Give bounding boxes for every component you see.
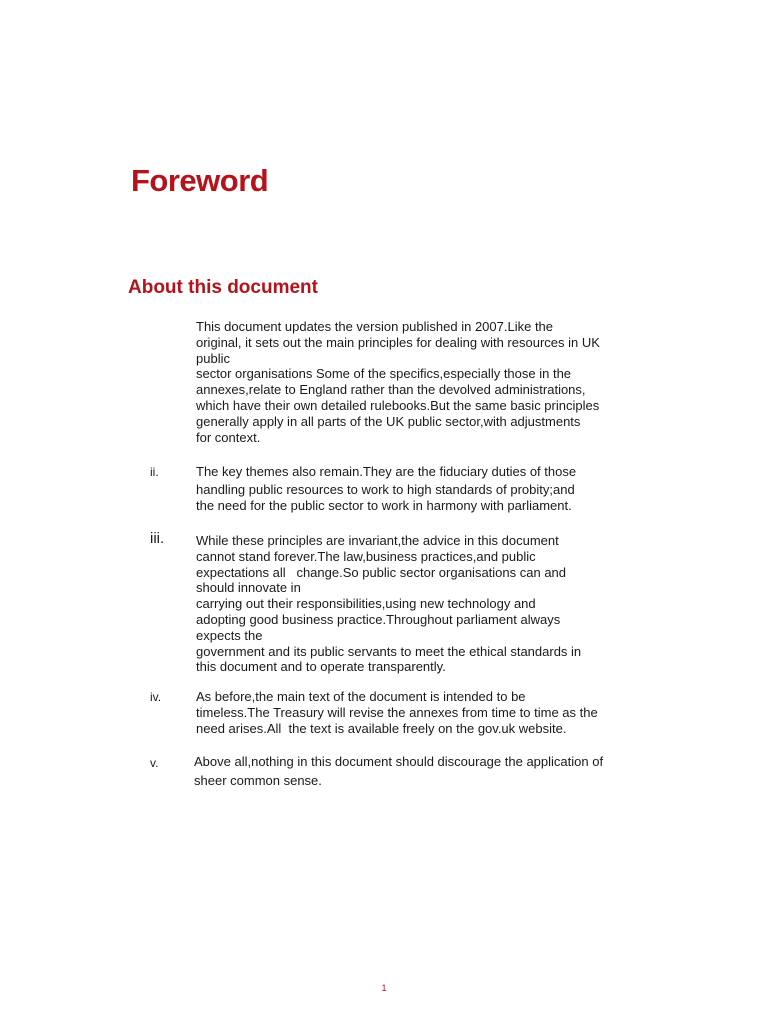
text-line: This document updates the version published in 2007.Like the	[196, 319, 554, 334]
text-line: expects the	[196, 627, 263, 643]
text-line: The key themes also remain.They are the fiduciary duties of those	[196, 464, 577, 479]
paragraph-number: v.	[150, 756, 159, 770]
text-line: sector organisations Some of the specifics,especially those in the	[196, 366, 572, 382]
paragraph-1	[196, 319, 636, 445]
text-line: the need for the public sector to work in harmony with parliament.	[196, 497, 572, 513]
page-title: Foreword	[131, 163, 269, 198]
text-line: sheer common sense.	[194, 772, 322, 788]
text-line: While these principles are invariant,the advice in this document	[196, 533, 559, 548]
section-heading: About this document	[128, 277, 318, 298]
text-line: cannot stand forever.The law,business practices,and public	[196, 548, 536, 564]
text-line: public	[196, 350, 230, 366]
text-line: carrying out their responsibilities,using new technology and	[196, 596, 536, 612]
paragraph-3	[196, 533, 636, 675]
text-line: handling public resources to work to high standards of probity;and	[196, 481, 575, 497]
page-number: 1	[381, 983, 387, 993]
paragraph-4	[196, 689, 636, 736]
text-line: annexes,relate to England rather than the devolved administrations,	[196, 382, 586, 398]
text-line: expectations all change.So public sector organisations can and	[196, 564, 567, 580]
text-line: should innovate in	[196, 580, 301, 596]
paragraph-5	[194, 754, 640, 789]
text-line: for context.	[196, 429, 261, 445]
text-line: adopting good business practice.Throughout parliament always	[196, 611, 561, 627]
text-line: need arises.All the text is available freely on the gov.uk website.	[196, 720, 567, 736]
text-line: government and its public servants to meet the ethical standards in	[196, 643, 582, 659]
text-line: this document and to operate transparently.	[196, 659, 446, 675]
paragraph-number: iv.	[150, 690, 162, 704]
text-line: Above all,nothing in this document should discourage the application of	[194, 754, 604, 769]
paragraph-number: iii.	[150, 530, 165, 547]
text-line: which have their own detailed rulebooks.But the same basic principles	[196, 397, 600, 413]
text-line: generally apply in all parts of the UK public sector,with adjustments	[196, 413, 581, 429]
text-line: timeless.The Treasury will revise the annexes from time to time as the	[196, 704, 598, 720]
text-line: original, it sets out the main principles for dealing with resources in UK	[196, 334, 600, 350]
paragraph-2	[196, 464, 636, 513]
text-line: As before,the main text of the document is intended to be	[196, 689, 526, 704]
paragraph-number: ii.	[150, 465, 159, 479]
